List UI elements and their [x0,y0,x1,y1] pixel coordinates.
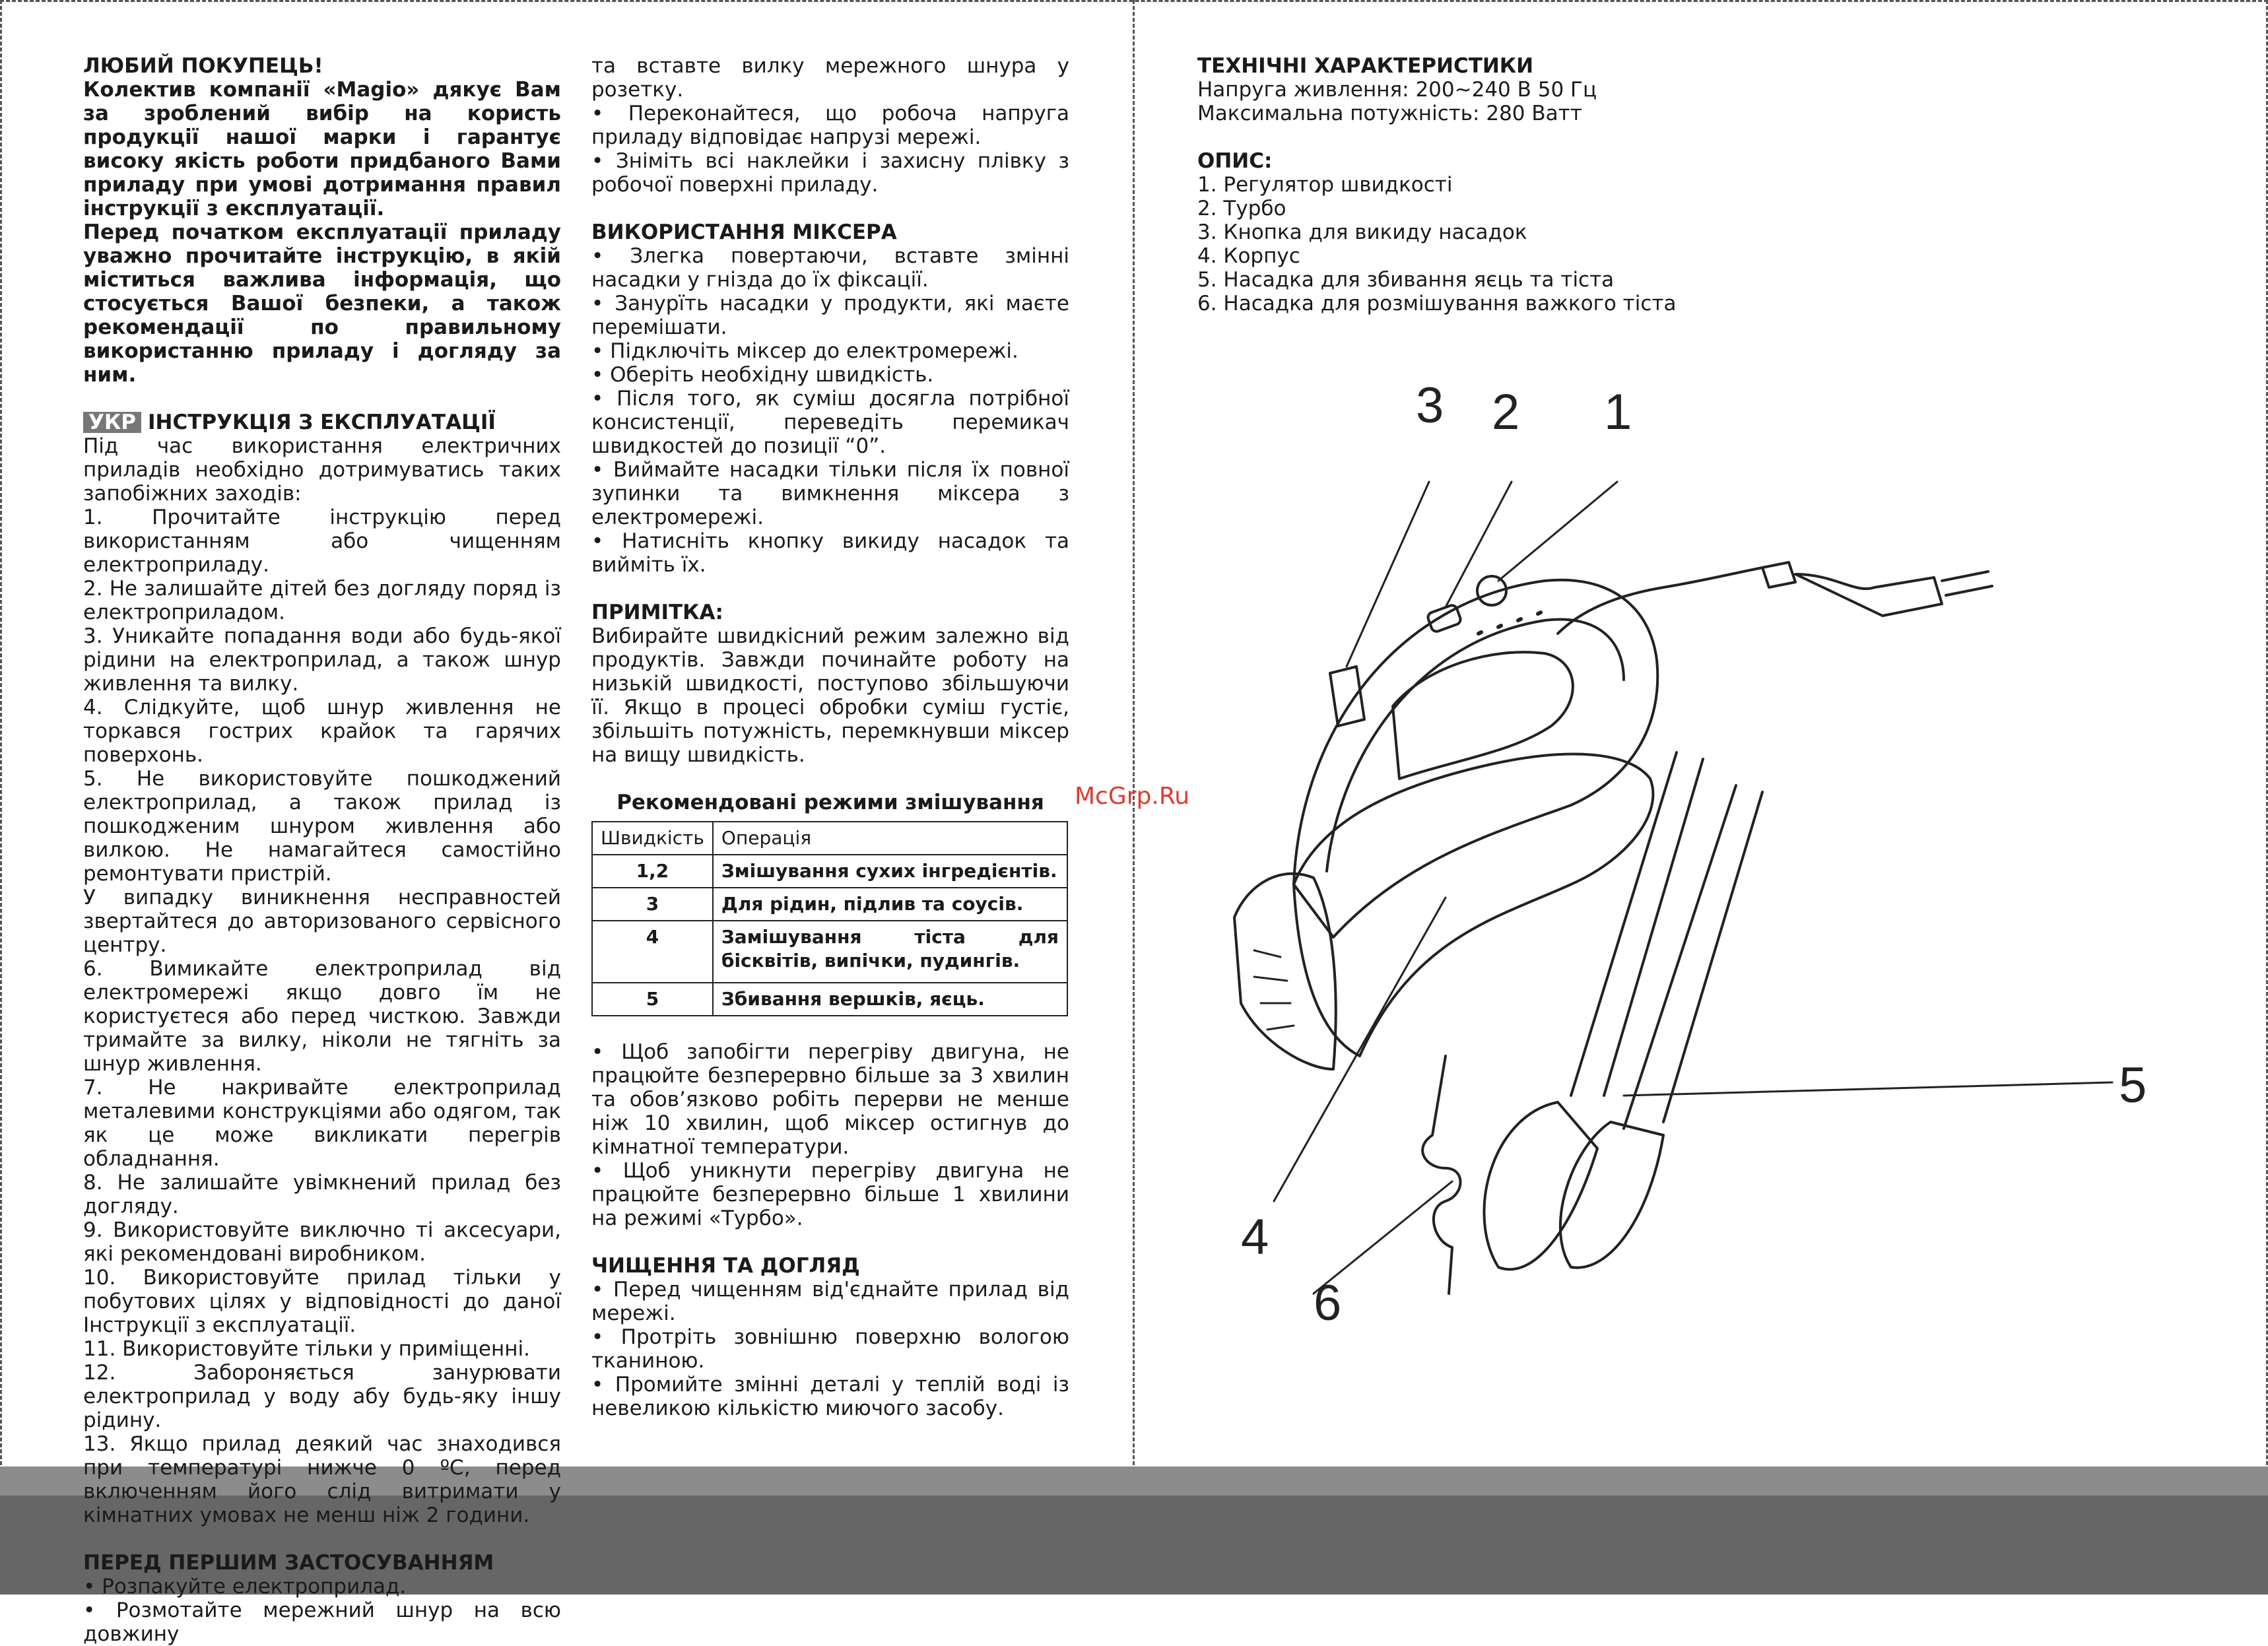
safety-item: 3. Уникайте попадання води або будь-якої рідини на електроприлад, а також шнур живлення та вилку. [83,624,561,696]
leader-line-5 [1624,1082,2112,1096]
table-header-operation: Операція [713,822,1067,855]
description-heading: ОПИС: [1197,149,1273,173]
spec-item: Максимальна потужність: 280 Ватт [1197,102,1582,125]
beater-shafts [1571,752,1762,1129]
safety-intro: Під час використання електричних приладів необхідно дотримуватись таких запобіжних заходів: [83,434,561,506]
plug-pins-icon [1942,572,1992,595]
safety-item: 6. Вимикайте електроприлад від електромережі якщо довго їм не користуєтеся або перед чисткою. Завжди тримайте за вилку, ніколи не тягніть за шнур живлення. [83,957,561,1076]
safety-item: 12. Забороняється занурювати електроприлад у воду абу будь-яку іншу рідину. [83,1361,561,1432]
left-column [83,54,561,1646]
table-header-row [592,822,1067,855]
table-cell-operation: Збивання вершків, яєць. [713,983,1067,1016]
first-use-heading: ПЕРЕД ПЕРШИМ ЗАСТОСУВАННЯМ [83,1551,494,1575]
mixer-body [1294,754,1653,1056]
usage-item: • Підключіть міксер до електромережі. [591,339,1018,363]
first-use-item: • Переконайтеся, що робоча напруга приладу відповідає напрузі мережі. [591,102,1069,149]
table-cell-speed: 3 [592,888,713,921]
usage-heading: ВИКОРИСТАННЯ МІКСЕРА [591,220,897,244]
intro-paragraph-1: Колектив компанії «Magio» дякує Вам за зроблений вибір на користь продукції нашої марки і гарантує високу якість роботи придбаного Вами приладу при умові дотримання правил інструкції з експлуатації. [83,78,561,220]
safety-item: 10. Використовуйте прилад тільки у побутових цілях у відповідності до даної Інструкції з експлуатації. [83,1266,561,1337]
language-tag: УКР [83,412,141,433]
description-item: 2. Турбо [1197,197,1286,220]
first-use-item: • Зніміть всі наклейки і захисну плівку з робочої поверхні приладу. [591,149,1069,197]
safety-item: 2. Не залишайте дітей без догляду поряд із електроприладом. [83,577,561,624]
overheat-item: • Щоб запобігти перегріву двигуна, не працюйте безперервно більше за 3 хвилин та обов’язково робіть перерви не менше ніж 10 хвилин, щоб міксер остигнув до кімнатної температури. [591,1040,1069,1159]
manual-title: ІНСТРУКЦІЯ З ЕКСПЛУАТАЦІЇ [147,411,496,434]
modes-table [591,821,1068,1016]
table-cell-speed: 5 [592,983,713,1016]
description-item: 4. Корпус [1197,244,1300,268]
right-column [1197,54,2121,315]
usage-item: • Оберіть необхідну швидкість. [591,363,934,387]
table-row [592,983,1067,1016]
callout-6: 6 [1314,1275,1342,1331]
first-use-item: • Розпакуйте електроприлад. [83,1575,407,1598]
table-cell-operation: Змішування сухих інгредієнтів. [713,855,1067,888]
cleaning-item: • Перед чищенням від'єднайте прилад від мережі. [591,1278,1069,1325]
leader-line-3 [1347,482,1429,667]
table-cell-operation: Для рідин, підлив та соусів. [713,888,1067,921]
table-row [592,921,1067,983]
safety-item: 8. Не залишайте увімкнений прилад без догляду. [83,1171,561,1218]
whisk-beater [1484,1102,1597,1269]
mixer-diagram [1201,356,2178,1346]
intro-paragraph-2: Перед початком експлуатації приладу уважно прочитайте інструкцію, в якій міститься важлива інформація, що стосується Вашої безпеки, а також рекомендації по правильному використанню приладу і догляду за ним. [83,220,561,387]
leader-line-1 [1498,482,1617,581]
note-heading: ПРИМІТКА: [591,601,723,624]
greeting: ЛЮБИЙ ПОКУПЕЦЬ! [83,54,323,78]
table-cell-speed: 1,2 [592,855,713,888]
overheat-item: • Щоб уникнути перегріву двигуна не працюйте безперервно більше 1 хвилини на режимі «Турбо». [591,1159,1069,1230]
usage-item: • Після того, як суміш досягла потрібної консистенції, переведіть перемикач швидкостей до позиції “0”. [591,387,1069,458]
modes-table-title: Рекомендовані режими змішування [617,791,1044,814]
table-row [592,855,1067,888]
safety-item: У випадку виникнення несправностей звертайтеся до авторизованого сервісного центру. [83,886,561,957]
usage-item: • Натисніть кнопку викиду насадок та вийміть їх. [591,529,1069,577]
callout-3: 3 [1416,378,1444,434]
vent-slots [1254,950,1294,1030]
callout-5: 5 [2119,1057,2147,1113]
safety-item: 4. Слідкуйте, щоб шнур живлення не торкався гострих крайок та гарячих поверхонь. [83,696,561,767]
cleaning-item: • Протріть зовнішню поверхню вологою тканиною. [591,1325,1069,1373]
mixer-handle [1393,652,1573,779]
table-cell-operation: Замішування тіста для бісквітів, випічки, пудингів. [713,921,1067,983]
left-edge-border [0,0,2,1465]
table-header-speed: Швидкість [592,822,713,855]
callout-1: 1 [1604,384,1632,440]
safety-item: 7. Не накривайте електроприлад металевими конструкціями або одягом, так як це може викликати перегрів обладнання. [83,1076,561,1171]
eject-button-icon [1330,667,1364,726]
first-use-item: та вставте вилку мережного шнура у розетку. [591,54,1069,102]
note-text: Вибирайте швидкісний режим залежно від продуктів. Завжди починайте роботу на низькій швидкості, поступово збільшуючи її. Якщо в процесі обробки суміш густіє, збільшіть потужність, перемкнувши міксер на вищу швидкість. [591,624,1069,767]
callout-4: 4 [1241,1209,1269,1265]
description-item: 6. Насадка для розмішування важкого тіста [1197,292,1677,315]
usage-item: • Занурїть насадки у продукти, які маєте перемішати. [591,292,1069,339]
description-item: 3. Кнопка для викиду насадок [1197,220,1527,244]
cleaning-item: • Промийте змінні деталі у теплій воді із невеликою кількістю миючого засобу. [591,1373,1069,1420]
safety-item: 5. Не використовуйте пошкоджений електроприлад, а також прилад із пошкодженим шнуром живлення або вилкою. Не намагайтеся самостійно ремонтувати пристрій. [83,767,561,886]
safety-item: 9. Використовуйте виключно ті аксесуари, які рекомендовані виробником. [83,1218,561,1266]
manual-heading [83,411,561,434]
first-use-item: • Розмотайте мережний шнур на всю довжину [83,1598,561,1646]
whisk-beater [1560,1122,1663,1268]
dough-hook [1422,1056,1460,1294]
table-cell-speed: 4 [592,921,713,983]
safety-item: 13. Якщо прилад деякий час знаходився при температурі нижче 0 ºС, перед включенням його слід витримати у кімнатних умовах не менш ніж 2 години. [83,1432,561,1527]
table-row [592,888,1067,921]
middle-column [591,54,1069,1420]
callout-2: 2 [1492,384,1520,440]
turbo-button-icon [1426,604,1461,633]
cleaning-heading: ЧИЩЕННЯ ТА ДОГЛЯД [591,1254,860,1278]
spec-item: Напруга живлення: 200~240 В 50 Гц [1197,78,1597,102]
description-item: 1. Регулятор швидкості [1197,173,1453,197]
usage-item: • Виймайте насадки тільки після їх повної зупинки та вимкнення міксера з електромережі. [591,458,1069,529]
specs-heading: ТЕХНІЧНІ ХАРАКТЕРИСТИКИ [1197,54,1534,78]
cord-sleeve [1762,562,1795,587]
safety-item: 11. Використовуйте тільки у приміщенні. [83,1337,530,1361]
usage-item: • Злегка повертаючи, вставте змінні насадки у гнізда до їх фіксації. [591,244,1069,292]
description-item: 5. Насадка для збивання яєць та тіста [1197,268,1615,292]
watermark: McGrp.Ru [1075,783,1190,810]
fold-line [1133,0,1135,1465]
plug-body [1795,574,1942,616]
front-vent-plate [1234,874,1336,1069]
safety-item: 1. Прочитайте інструкцію перед використанням або чищенням електроприладу. [83,506,561,577]
